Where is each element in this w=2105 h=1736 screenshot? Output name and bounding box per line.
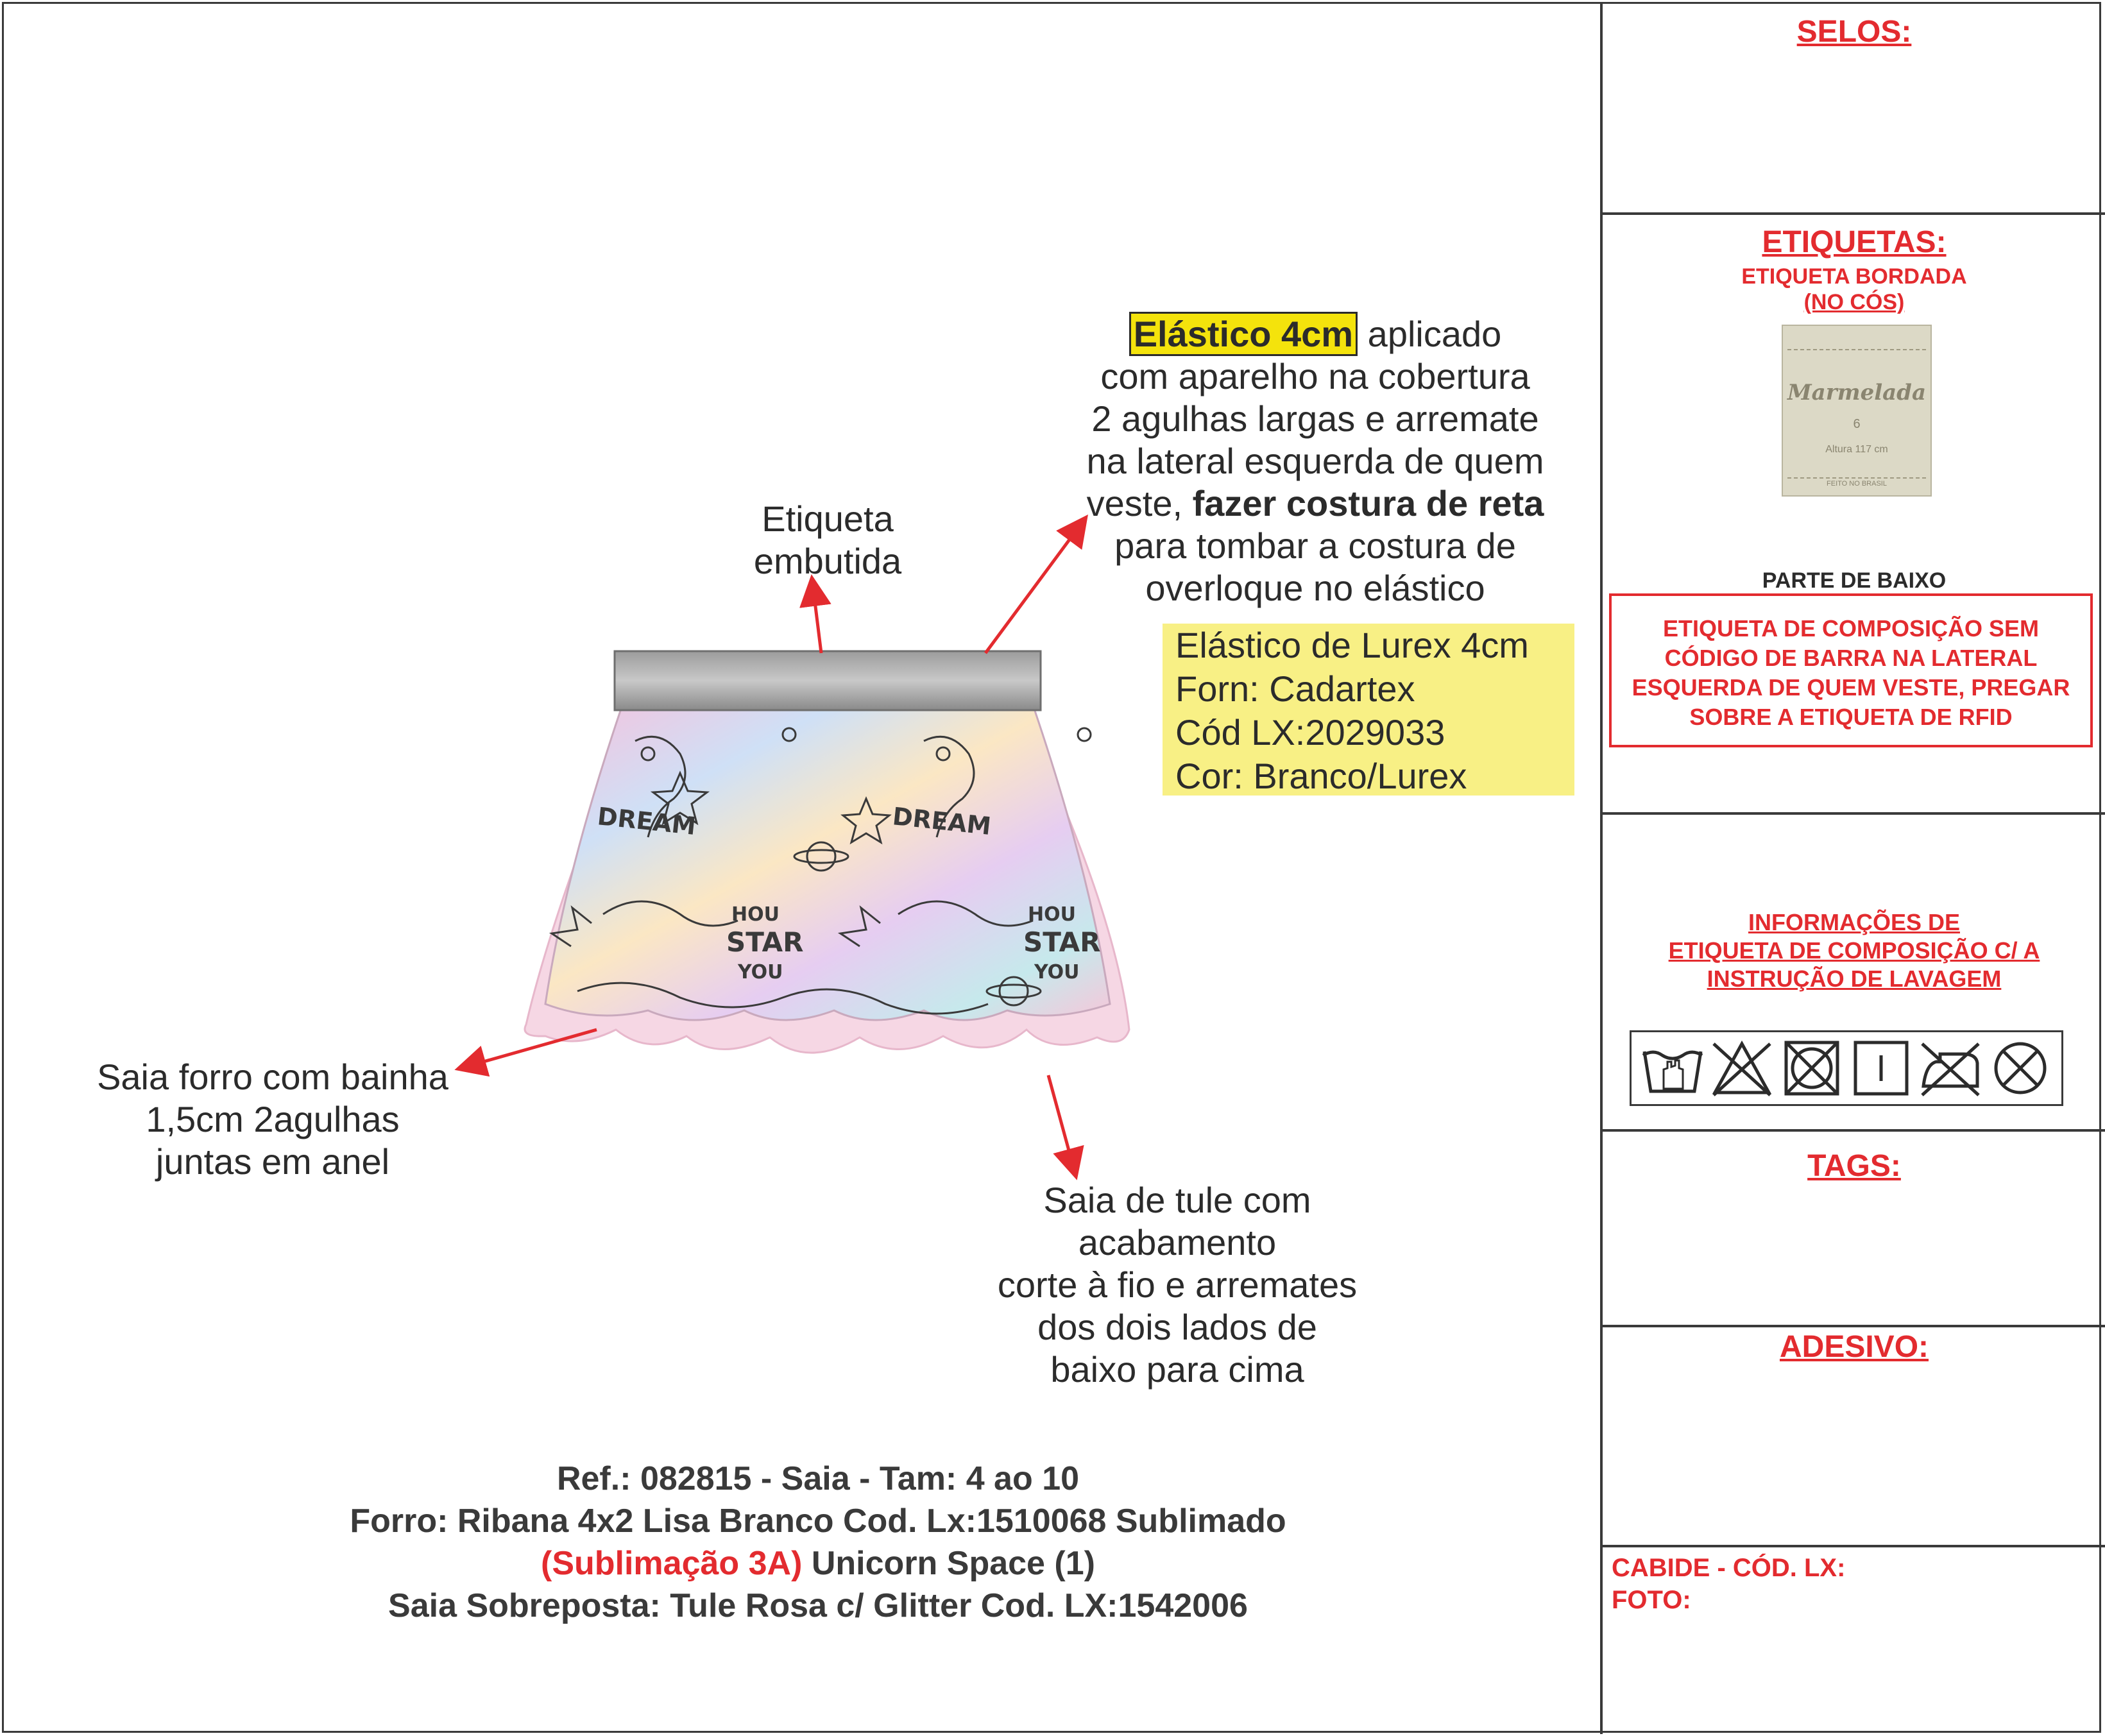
composicao-line: ESQUERDA DE QUEM VESTE, PREGAR bbox=[1632, 674, 2070, 701]
etiquetas-title: ETIQUETAS: bbox=[1762, 225, 1947, 259]
reference-line: Saia Sobreposta: Tule Rosa c/ Glitter Cod. LX:1542006 bbox=[388, 1587, 1248, 1624]
reference-sublimacao: (Sublimação 3A) bbox=[541, 1545, 803, 1582]
elastic-line: 2 agulhas largas e arremate bbox=[1091, 398, 1539, 439]
print-text: HOU bbox=[1028, 903, 1076, 926]
tag-origin: FEITO NO BRASIL bbox=[1827, 480, 1887, 488]
elastic-line: para tombar a costura de bbox=[1114, 525, 1516, 566]
reference-line: Forro: Ribana 4x2 Lisa Branco Cod. Lx:1510068 Sublimado bbox=[350, 1502, 1286, 1540]
parte-de-baixo-label: PARTE DE BAIXO bbox=[1762, 568, 1947, 593]
saia-tule-line: Saia de tule com bbox=[1043, 1180, 1311, 1220]
lurex-line: Cor: Branco/Lurex bbox=[1175, 756, 1467, 796]
arrow-saia-forro bbox=[461, 1030, 597, 1068]
elastic-veste: veste, bbox=[1086, 483, 1193, 523]
composicao-line: CÓDIGO DE BARRA NA LATERAL bbox=[1664, 645, 2038, 671]
reference-line: Unicorn Space (1) bbox=[802, 1545, 1095, 1582]
adesivo-title: ADESIVO: bbox=[1779, 1330, 1929, 1364]
print-text: YOU bbox=[738, 961, 783, 983]
print-text: DREAM bbox=[891, 802, 993, 841]
informacoes-line: INFORMAÇÕES DE bbox=[1748, 909, 1960, 935]
etiqueta-bordada-location: (NO CÓS) bbox=[1803, 290, 1905, 314]
composicao-line: ETIQUETA DE COMPOSIÇÃO SEM bbox=[1662, 615, 2040, 642]
print-text: STAR bbox=[726, 926, 804, 958]
print-text: YOU bbox=[1034, 961, 1080, 983]
elastic-line: com aparelho na cobertura bbox=[1100, 356, 1530, 396]
elastic-line: na lateral esquerda de quem bbox=[1086, 441, 1544, 481]
tag-brand: Marmelada bbox=[1787, 380, 1926, 405]
cabide-label: CABIDE - CÓD. LX: bbox=[1612, 1554, 1846, 1582]
saia-tule-line: baixo para cima bbox=[1050, 1349, 1304, 1390]
tag-height: Altura 117 cm bbox=[1825, 444, 1888, 455]
etiqueta-bordada-label: ETIQUETA BORDADA bbox=[1741, 264, 1967, 289]
foto-label: FOTO: bbox=[1612, 1586, 1691, 1614]
tags-title: TAGS: bbox=[1807, 1149, 1901, 1183]
lurex-line: Elástico de Lurex 4cm bbox=[1175, 625, 1529, 665]
informacoes-line: ETIQUETA DE COMPOSIÇÃO C/ A bbox=[1668, 937, 2040, 964]
saia-forro-line: Saia forro com bainha bbox=[97, 1057, 448, 1097]
composicao-line: SOBRE A ETIQUETA DE RFID bbox=[1689, 704, 2013, 730]
saia-forro-line: 1,5cm 2agulhas bbox=[146, 1099, 400, 1139]
saia-tule-line: dos dois lados de bbox=[1037, 1307, 1317, 1347]
arrow-saia-tule bbox=[1048, 1075, 1075, 1174]
etiqueta-embutida-line: Etiqueta bbox=[762, 498, 894, 539]
elastic-highlight: Elástico 4cm bbox=[1129, 312, 1358, 356]
print-text: HOU bbox=[731, 903, 780, 926]
saia-tule-line: acabamento bbox=[1078, 1222, 1277, 1263]
arrow-elastic bbox=[985, 520, 1084, 653]
arrow-etiqueta bbox=[812, 581, 821, 653]
saia-tule-line: corte à fio e arremates bbox=[997, 1264, 1358, 1305]
reference-block bbox=[192, 1458, 1444, 1627]
print-text: STAR bbox=[1023, 926, 1101, 958]
elastic-after: aplicado bbox=[1358, 314, 1502, 354]
lurex-line: Cód LX:2029033 bbox=[1175, 712, 1445, 753]
saia-forro-line: juntas em anel bbox=[155, 1141, 390, 1182]
lurex-line: Forn: Cadartex bbox=[1175, 668, 1415, 709]
informacoes-line: INSTRUÇÃO DE LAVAGEM bbox=[1707, 966, 2002, 992]
elastic-line: overloque no elástico bbox=[1145, 568, 1485, 608]
print-text: DREAM bbox=[596, 802, 697, 841]
tag-size: 6 bbox=[1853, 417, 1861, 431]
selos-title: SELOS: bbox=[1796, 15, 1912, 49]
etiqueta-embutida-line: embutida bbox=[753, 541, 902, 581]
reference-line: Ref.: 082815 - Saia - Tam: 4 ao 10 bbox=[556, 1460, 1080, 1497]
elastic-bold: fazer costura de reta bbox=[1192, 483, 1544, 523]
